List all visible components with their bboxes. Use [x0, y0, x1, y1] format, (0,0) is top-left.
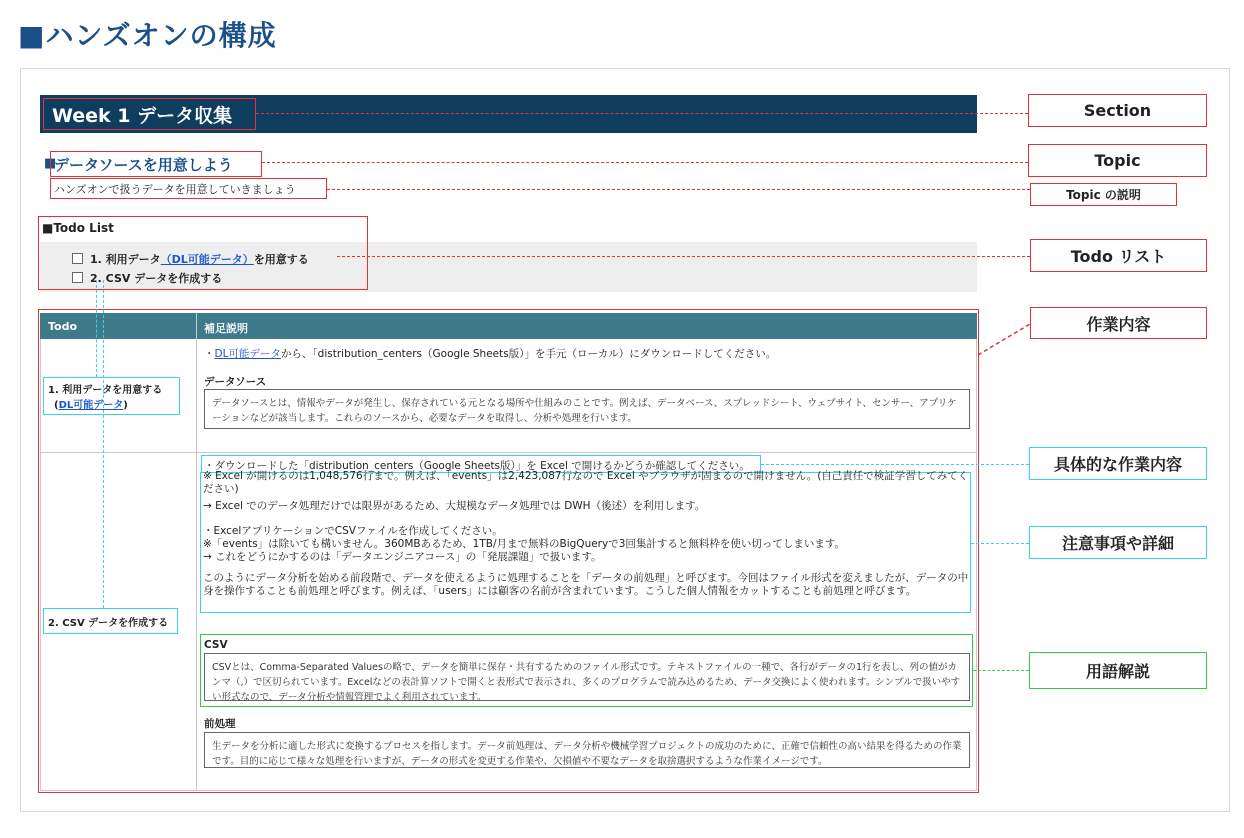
- row1-todo-link[interactable]: DL可能データ: [58, 400, 124, 411]
- todo-item-1: [90, 251, 309, 267]
- todo-checkbox-2[interactable]: [72, 272, 83, 283]
- todo1-to-row1-connector: [96, 280, 97, 377]
- todo-item-2: 2. CSV データを作成する: [90, 272, 223, 285]
- row2-line4: ・ExcelアプリケーションでCSVファイルを作成してください。: [203, 525, 503, 537]
- row2-todo: 2. CSV データを作成する: [48, 618, 169, 629]
- topic-connector: [262, 162, 1028, 163]
- pre-term-desc: 生データを分析に適した形式に変換するプロセスを指します。データ前処理は、データ分析や機械学習プロジェクトの成功のために、正確で信頼性の高い結果を得るための作業です。目的に応じて様々な処理を行いますが、データの形式を変更する作業や、欠損値や不要なデータを取捨選択するような作業イメージです。: [204, 732, 970, 768]
- work-content-connector: [976, 322, 1032, 358]
- row1-line1: [204, 346, 776, 361]
- table-header-todo: Todo: [48, 320, 78, 333]
- section-connector: [256, 113, 1028, 114]
- label-section: Section: [1028, 94, 1207, 127]
- todo-item-1-text: 1. 利用データ: [90, 253, 161, 266]
- pre-term-title: 前処理: [204, 718, 236, 730]
- topic-desc-connector: [327, 189, 1030, 190]
- label-topic-desc: Topic の説明: [1030, 183, 1177, 206]
- row2-line3: → Excel でのデータ処理だけでは限界があるため、大規模なデータ処理では DWH（後述）を利用します。: [203, 500, 706, 512]
- row2-line7: このようにデータ分析を始める前段階で、データを使えるように処理することを「データの前処理」と呼びます。今回はファイル形式を変えましたが、データの中身を操作することも前処理と呼びます。例えば、「users」には顧客の名前が含まれています。こうした個人情報をカットすることも前処理と呼びます。: [203, 572, 969, 597]
- row1-term-desc: データソースとは、情報やデータが発生し、保存されている元となる場所や仕組みのことです。例えば、データベース、スプレッドシート、ウェブサイト、センサー、アプリケーションなどが該当します。これらのソースから、必要なデータを取得し、分析や処理を行います。: [204, 389, 970, 429]
- todo-item-1-text-post: を用意する: [253, 253, 309, 266]
- section-title: Week 1 データ収集: [52, 105, 233, 127]
- concrete-connector: [761, 464, 1029, 465]
- csv-term-title: CSV: [204, 639, 228, 651]
- todo2-to-row2-connector: [103, 280, 104, 608]
- csv-term-desc: CSVとは、Comma-Separated Valuesの略で、データを簡単に保存・共有するためのファイル形式です。テキストファイルの一種で、各行がデータの1行を表し、列の値がカンマ（,）で区切られています。Excelなどの表計算ソフトで開くと表形式で表示され、多くのプログラムで読み込めるため、データ交換によく使われます。シンプルで扱いやすい形式なので、データ分析や情報管理でよく利用されています。: [204, 653, 970, 701]
- page-title: ■ハンズオンの構成: [18, 19, 277, 52]
- notes-connector: [971, 543, 1029, 544]
- todo-item-1-link[interactable]: （DL可能データ）: [160, 253, 254, 266]
- label-todo: Todo リスト: [1030, 239, 1207, 272]
- label-glossary: 用語解説: [1029, 652, 1207, 689]
- label-notes: 注意事項や詳細: [1029, 526, 1207, 559]
- row1-line1-link[interactable]: DL可能データ: [214, 348, 281, 360]
- topic-marker: ■: [44, 156, 57, 171]
- label-work-content: 作業内容: [1030, 307, 1207, 339]
- todo-checkbox-1[interactable]: [72, 253, 83, 264]
- row2-line2: ※ Excel が開けるのは1,048,576行まで。例えば、「events」は2,423,087行なので Excel やブラウザが固まるので開けません。(自己責任で検証学習してみてください): [203, 470, 969, 495]
- todo-connector: [337, 256, 1030, 257]
- glossary-connector: [973, 670, 1029, 671]
- row2-line6: → これをどうにかするのは「データエンジニアコース」の「発展課題」で扱います。: [203, 551, 602, 563]
- row1-todo: 1. 利用データを用意する: [48, 385, 163, 396]
- row2-line5: ※「events」は除いても構いません。360MBあるため、1TB/月まで無料のBigQueryで3回集計すると無料枠を使い切ってしまいます。: [203, 538, 846, 550]
- row1-line1-bullet: ・: [204, 348, 215, 360]
- topic-desc: ハンズオンで扱うデータを用意していきましょう: [54, 183, 296, 196]
- topic-title: データソースを用意しよう: [54, 156, 233, 174]
- label-topic: Topic: [1028, 144, 1207, 177]
- row1-todo-link-wrap: (DL可能データ): [54, 400, 128, 411]
- table-header-notes: 補足説明: [204, 322, 248, 335]
- row1-term-title: データソース: [204, 376, 267, 388]
- row2-line1: ・ダウンロードした「distribution_centers（Google Sheets版）」を Excel で開けるかどうか確認してください。: [204, 460, 750, 472]
- row1-line1-text: から、「distribution_centers（Google Sheets版）」を手元（ローカル）にダウンロードしてください。: [280, 348, 777, 360]
- todo-list-header: ■Todo List: [42, 221, 114, 235]
- label-concrete-work: 具体的な作業内容: [1029, 447, 1207, 480]
